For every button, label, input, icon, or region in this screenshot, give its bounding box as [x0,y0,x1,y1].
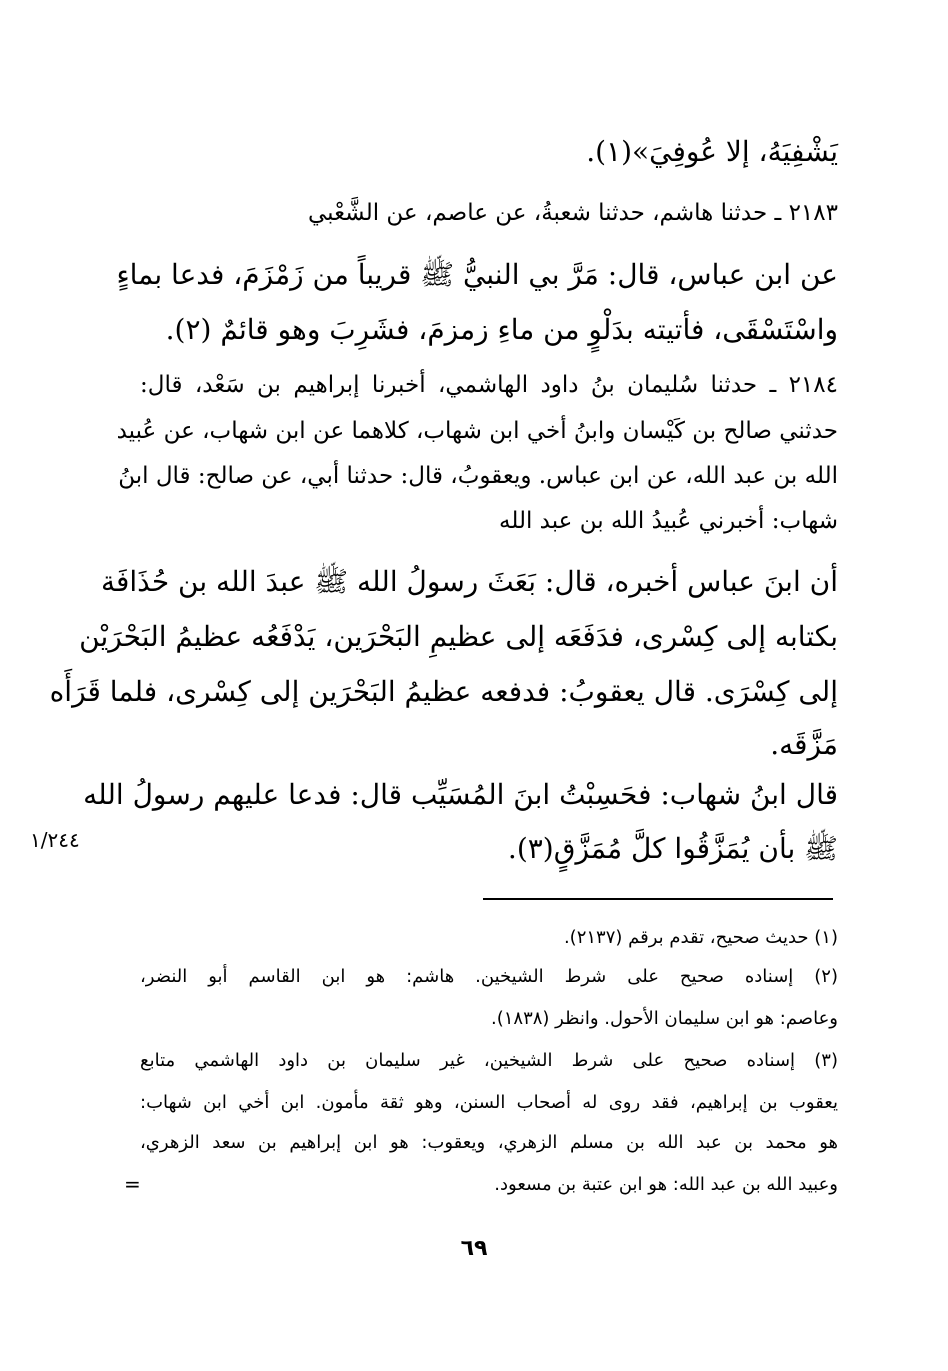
footnote-line: وعاصم: هو ابن سليمان الأحول. وانظر (١٨٣٨). [491,1008,838,1029]
footnote-line: (١) حديث صحيح، تقدم برقم (٢١٣٧). [563,927,838,948]
text-line: بكتابه إلى كِسْرى، فدَفَعَه إلى عظيمِ البَحْرَين، يَدْفَعُه عظيمُ البَحْرَيْن [79,620,838,653]
text-line: يَشْفِيَهُ، إلا عُوفِيَ»(١). [586,135,838,168]
margin-reference: ١/٢٤٤ [30,828,80,852]
hadith-chain-line: شهاب: أخبرني عُبيدُ الله بن عبد الله [499,508,838,534]
footnote-divider [483,898,833,900]
text-line: مَزَّقَه. [770,728,838,761]
hadith-chain-line: حدثني صالح بن كَيْسان وابنُ أخي ابن شهاب، كلاهما عن ابن شهاب، عن عُبيد [116,418,838,444]
footnote-line: هو محمد بن عبد الله بن مسلم الزهري، ويعقوب: هو ابن إبراهيم بن سعد الزهري، [140,1132,838,1153]
text-line: ﷺ بأن يُمَزَّقُوا كلَّ مُمَزَّقٍ(٣). [507,832,838,865]
text-line: واسْتَسْقَى، فأتيته بدَلْوٍ من ماءِ زمزمَ، فشَرِبَ وهو قائمٌ (٢). [165,313,838,346]
hadith-chain-line: الله بن عبد الله، عن ابن عباس. ويعقوبُ، قال: حدثنا أبي، عن صالح: قال ابنُ [118,463,838,489]
page-number: ٦٩ [460,1236,488,1261]
hadith-chain-line: ٢١٨٣ ـ حدثنا هاشم، حدثنا شعبةُ، عن عاصم، عن الشَّعْبي [307,200,838,226]
footnote-line: يعقوب بن إبراهيم، فقد روى له أصحاب السنن، وهو ثقة مأمون. ابن أخي ابن شهاب: [140,1092,838,1113]
footnote-line: (٣) إسناده صحيح على شرط الشيخين، غير سليمان بن داود الهاشمي متابع [140,1050,838,1071]
text-line: عن ابن عباس، قال: مَرَّ بي النبيُّ ﷺ قريباً من زَمْزَمَ، فدعا بماءٍ [116,258,838,291]
footnote-line: (٢) إسناده صحيح على شرط الشيخين. هاشم: هو ابن القاسم أبو النضر، [140,966,838,987]
hadith-chain-line: ٢١٨٤ ـ حدثنا سُليمان بنُ داود الهاشمي، أخبرنا إبراهيم بن سَعْد، قال: [140,372,838,398]
text-line: قال ابنُ شهاب: فحَسِبْتُ ابنَ المُسَيِّب قال: فدعا عليهم رسولُ الله [83,778,838,811]
text-line: إلى كِسْرَى. قال يعقوبُ: فدفعه عظيمُ البَحْرَين إلى كِسْرى، فلما قَرَأَه [49,675,838,708]
text-line: أن ابنَ عباس أخبره، قال: بَعَثَ رسولُ الله ﷺ عبدَ الله بن حُذَافَة [100,565,838,598]
footnote-line: وعبيد الله بن عبد الله: هو ابن عتبة بن مسعود. [494,1174,838,1195]
continuation-mark: = [124,1172,141,1196]
